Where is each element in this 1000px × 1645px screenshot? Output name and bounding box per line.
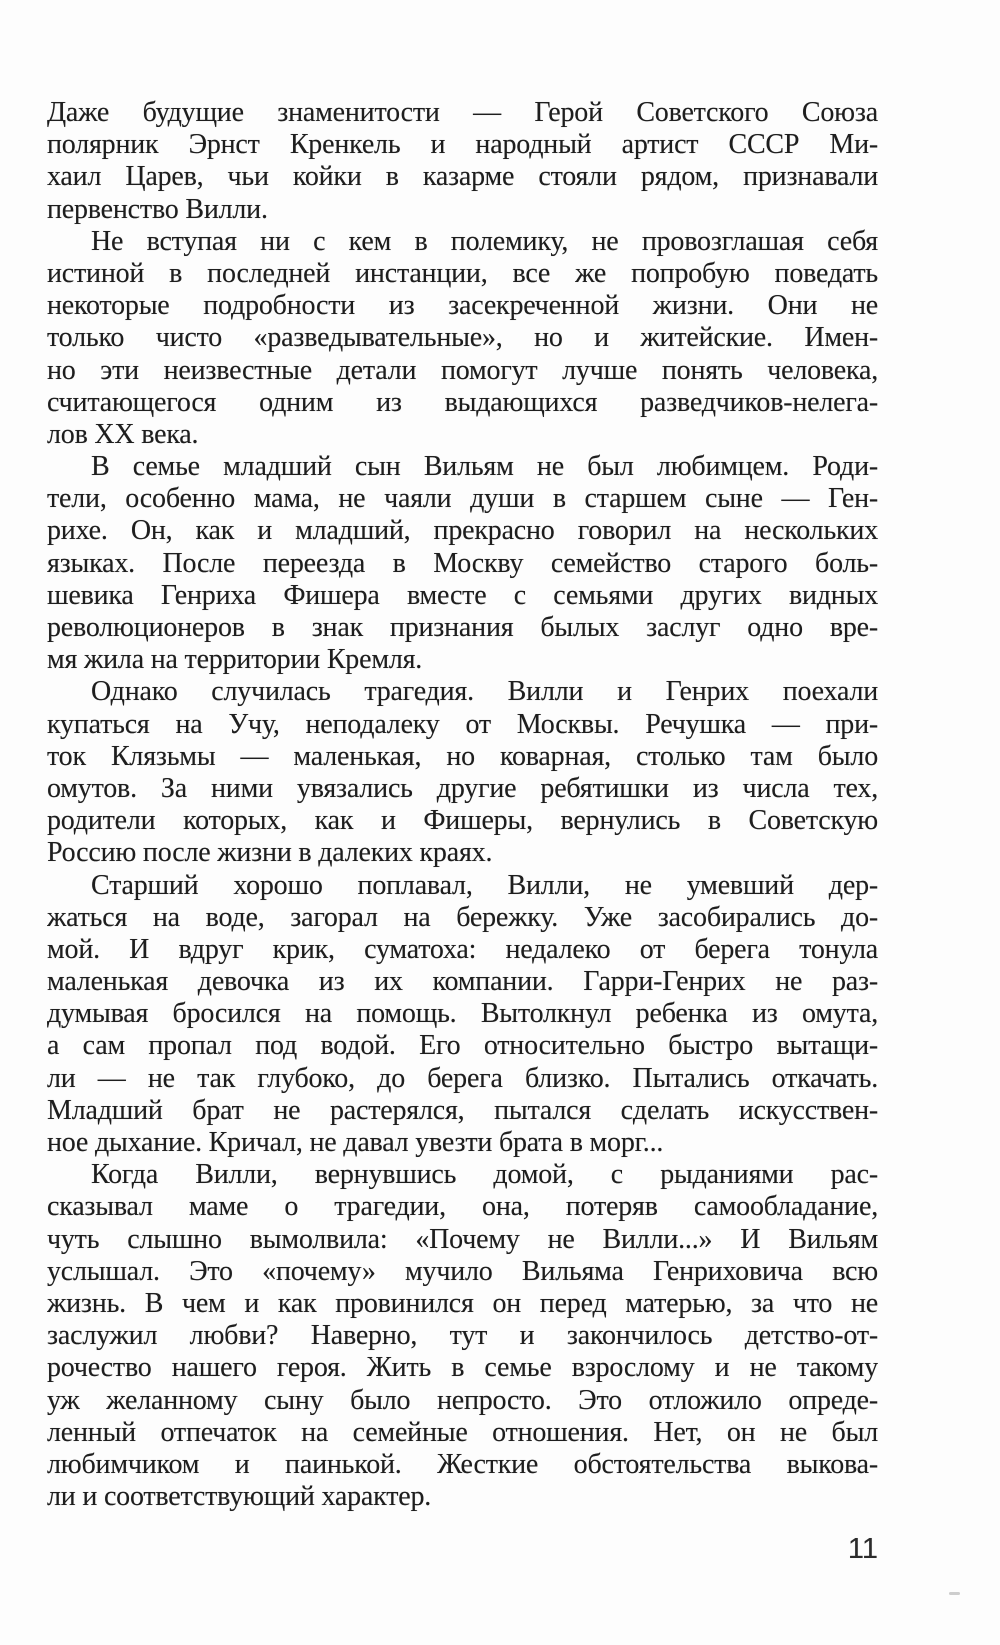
text-line: ли и соответствующий характер. <box>47 1481 432 1513</box>
paragraph <box>47 1159 878 1513</box>
text-line: ток Клязьмы — маленькая, но коварная, столько там было <box>47 740 878 772</box>
text-line: мя жила на территории Кремля. <box>47 644 423 676</box>
text-line: некоторые подробности из засекреченной жизни. Они не <box>47 290 878 322</box>
text-line: ли — не так глубоко, до берега близко. Пытались откачать. <box>47 1062 878 1094</box>
text-line: Старший хорошо поплавал, Вилли, не умевший дер- <box>91 869 878 901</box>
text-line: а сам пропал под водой. Его относительно быстро вытащи- <box>47 1030 878 1062</box>
text-line: рихе. Он, как и младший, прекрасно говорил на нескольких <box>47 515 878 547</box>
text-line: истиной в последней инстанции, все же попробую поведать <box>47 257 878 289</box>
text-line: считающегося одним из выдающихся разведчиков-нелега- <box>47 386 878 418</box>
text-line: языках. После переезда в Москву семейство старого боль- <box>47 547 878 579</box>
text-line: мой. И вдруг крик, суматоха: недалеко от берега тонула <box>47 933 878 965</box>
text-line: ное дыхание. Кричал, не давал увезти брата в морг... <box>47 1127 664 1158</box>
text-line: думывая бросился на помощь. Вытолкнул ребенка из омута, <box>47 998 878 1030</box>
text-line: первенство Вилли. <box>47 193 268 225</box>
paragraph <box>47 97 878 226</box>
text-line: родители которых, как и Фишеры, вернулись в Советскую <box>47 805 878 837</box>
text-line: лов ХХ века. <box>47 418 199 450</box>
text-line: тели, особенно мама, не чаяли души в старшем сыне — Ген- <box>47 483 878 515</box>
paragraph <box>47 451 878 676</box>
text-line: В семье младший сын Вильям не был любимцем. Роди- <box>91 451 878 483</box>
text-line: маленькая девочка из их компании. Гарри-Генрих не раз- <box>47 966 878 998</box>
text-line: Россию после жизни в далеких краях. <box>47 837 493 869</box>
text-line: заслужил любви? Наверно, тут и закончилось детство-от- <box>47 1320 878 1352</box>
text-line: ленный отпечаток на семейные отношения. Нет, он не был <box>47 1416 878 1448</box>
paragraph <box>47 226 878 451</box>
page-number: 11 <box>847 1533 878 1565</box>
text-line: Однако случилась трагедия. Вилли и Генрих поехали <box>91 676 878 708</box>
text-line: жизнь. В чем и как провинился он перед матерью, за что не <box>47 1287 878 1319</box>
text-line: Когда Вилли, вернувшись домой, с рыданиями рас- <box>91 1159 878 1191</box>
scan-artifact-dash <box>949 1592 960 1595</box>
text-line: Не вступая ни с кем в полемику, не провозглашая себя <box>91 225 878 257</box>
text-block <box>47 97 878 1513</box>
text-line: хаил Царев, чьи койки в казарме стояли рядом, признавали <box>47 161 878 193</box>
text-line: рочество нашего героя. Жить в семье взрослому и не такому <box>47 1352 878 1384</box>
text-line: уж желанному сыну было непросто. Это отложило опреде- <box>47 1384 878 1416</box>
text-line: сказывал маме о трагедии, она, потеряв самообладание, <box>47 1191 878 1223</box>
text-line: но эти неизвестные детали помогут лучше понять человека, <box>47 354 878 386</box>
text-line: Младший брат не растерялся, пытался сделать искусствен- <box>47 1094 878 1126</box>
paragraph <box>47 870 878 1160</box>
paragraph <box>47 676 878 869</box>
text-line: омутов. За ними увязались другие ребятишки из числа тех, <box>47 772 878 804</box>
text-line: только чисто «разведывательные», но и житейские. Имен- <box>47 322 878 354</box>
text-line: жаться на воде, загорал на бережку. Уже засобирались до- <box>47 901 878 933</box>
text-line: любимчиком и паинькой. Жесткие обстоятельства выкова- <box>47 1448 878 1480</box>
text-line: купаться на Учу, неподалеку от Москвы. Речушка — при- <box>47 708 878 740</box>
text-line: полярник Эрнст Кренкель и народный артист СССР Ми- <box>47 129 878 161</box>
text-line: шевика Генриха Фишера вместе с семьями других видных <box>47 579 878 611</box>
text-line: услышал. Это «почему» мучило Вильяма Генриховича всю <box>47 1255 878 1287</box>
text-line: революционеров в знак признания былых заслуг одно вре- <box>47 612 878 643</box>
text-line: Даже будущие знаменитости — Герой Советского Союза <box>47 97 878 128</box>
text-line: чуть слышно вымолвила: «Почему не Вилли...» И Вильям <box>47 1223 878 1255</box>
